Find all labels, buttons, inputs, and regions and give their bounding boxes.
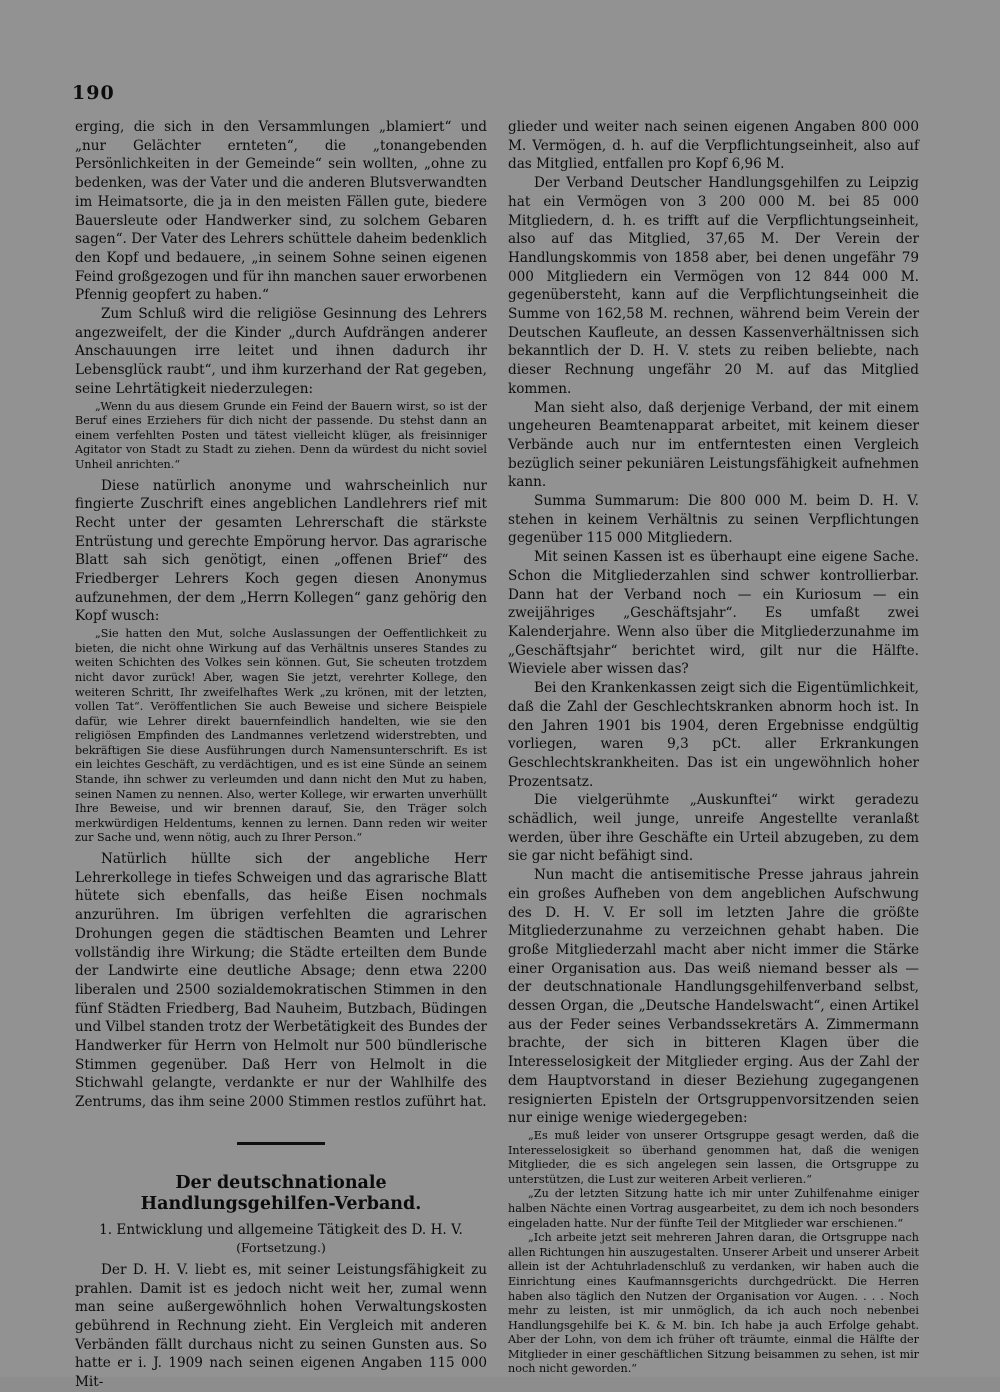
paragraph: Diese natürlich anonyme und wahrscheinlich nur fingierte Zuschrift eines angeblichen Landlehrers rief mit Recht unter der gesamten Lehrerschaft die stärkste Entrüstung und gerechte Empörung hervor. Das agrarische Blatt sah sich genötigt, einen „offenen Brief“ des Friedberger Lehrers Koch gegen diesen Anonymus aufzunehmen, der dem „Herrn Kollegen“ ganz gehörig den Kopf wusch: [75,477,487,625]
paragraph: Bei den Krankenkassen zeigt sich die Eigentümlichkeit, daß die Zahl der Geschlechtskranken abnorm hoch ist. In den Jahren 1901 bis 1904, deren Ergebnisse endgültig vorliegen, waren 9,3 pCt. aller Erkrankungen Geschlechtskrankheiten. Das ist ein ungewöhnlich hoher Prozentsatz. [508,680,919,790]
paragraph: erging, die sich in den Versammlungen „blamiert“ und „nur Gelächter ernteten“, die „tonangebenden Persönlichkeiten in der Gemeinde“ sein wollten, „ohne zu bedenken, was der Vater und die anderen Blutsverwandten im Heimatsorte, die ja in den meisten Fällen gute, biedere Bauersleute oder Handwerker sind, zu solchem Gebaren sagen“. Der Vater des Lehrers schüttele daheim bedenklich den Kopf und bedauere, „in seinem Sohne seinen eigenen Feind großgezogen und für ihn manchen sauer erworbenen Pfennig geopfert zu haben.“ [75,119,487,304]
paragraph: Der D. H. V. liebt es, mit seiner Leistungsfähigkeit zu prahlen. Damit ist es jedoch nicht weit her, zumal wenn man seine außergewöhnlich hohen Verwaltungskosten gebührend in Rechnung zieht. Ein Vergleich mit anderen Verbänden fällt durchaus nicht zu seinen Gunsten aus. So hatte er i. J. 1909 nach seinen eigenen Angaben 115 000 Mit- [75,1261,487,1391]
continuation-note: (Fortsetzung.) [236,1239,326,1255]
section-divider [237,1142,325,1145]
quote-text: „Wenn du aus diesem Grunde ein Feind der Bauern wirst, so ist der Beruf eines Erziehers für dich nicht der passende. Du stehst dann an einem verfehlten Posten und tätest vielleicht klüger, als freisinniger Agitator von Stadt zu Stadt zu ziehen. Denn da würdest du nicht soviel Unheil anrichten.“ [75,399,487,471]
section-heading: Der deutschnationale Handlungsgehilfen-Verband. [140,1172,422,1214]
quote-text: „Es muß leider von unserer Ortsgruppe gesagt werden, daß die Interesselosigkeit so überhand genommen hat, daß die wenigen Mitglieder, die es sich angelegen sein lassen, die Ortsgruppe zu unterstützen, die Lust zur weiteren Arbeit verlieren.“ [508,1128,919,1186]
paragraph: Natürlich hüllte sich der angebliche Herr Lehrerkollege in tiefes Schweigen und das agrarische Blatt hütete sich ebenfalls, das heiße Eisen nochmals anzurühren. Im übrigen verfehlten die agrarischen Drohungen gegen die städtischen Beamten und Lehrer vollständig ihre Wirkung; die Städte erteilten dem Bunde der Landwirte eine deutliche Absage; denn etwa 2200 liberalen und 2500 sozialdemokratischen Stimmen in den fünf Städten Friedberg, Bad Nauheim, Butzbach, Büdingen und Vilbel standen trotz der Werbetätigkeit des Bundes der Handwerker für Herrn von Helmolt nur 500 bündlerische Stimmen gegenüber. Daß Herr von Helmolt in die Stichwahl gelangte, verdankte er nur der Wahlhilfe des Zentrums, das ihm seine 2000 Stimmen restlos zuführt hat. [75,851,487,1111]
paragraph: glieder und weiter nach seinen eigenen Angaben 800 000 M. Vermögen, d. h. auf die Verpflichtungseinheit, also auf das Mitglied, entfallen pro Kopf 6,96 M. [508,119,919,173]
left-column [75,118,487,1392]
quote-text: „Zu der letzten Sitzung hatte ich mir unter Zuhilfenahme einiger halben Nächte einen Vortrag ausgearbeitet, zu dem ich noch besonders eingeladen hatte. Nur der fünfte Teil der Mitglieder war erschienen.“ [508,1187,919,1230]
paragraph: Der Verband Deutscher Handlungsgehilfen zu Leipzig hat ein Vermögen von 3 200 000 M. bei 85 000 Mitgliedern, d. h. es trifft auf die Verpflichtungseinheit, also auf das Mitglied, 37,65 M. Der Verein der Handlungskommis von 1858 aber, bei denen ungefähr 79 000 Mitgliedern ein Vermögen von 12 844 000 M. gegenübersteht, kann auf die Verpflichtungseinheit die Summe von 162,58 M. rechnen, während beim Verein der Deutschen Kaufleute, an dessen Kassenverhältnissen sich bekanntlich der D. H. V. stets zu reiben beliebte, nach dieser Rechnung ungefähr 20 M. auf das Mitglied kommen. [508,175,919,397]
block-quote [75,400,487,473]
block-quote [75,627,487,846]
section-subheading: 1. Entwicklung und allgemeine Tätigkeit des D. H. V. [99,1221,463,1238]
paragraph: Man sieht also, daß derjenige Verband, der mit einem ungeheuren Beamtenapparat arbeitet, mit keinem dieser Verbände auch nur im entferntesten einen Vergleich bezüglich seiner pekuniären Leistungsfähigkeit aufnehmen kann. [508,399,919,491]
paragraph: Die vielgerühmte „Auskunftei“ wirkt geradezu schädlich, weil junge, unreife Angestellte veranlaßt werden, über ihre Geschäfte ein Urteil abzugeben, zu dem sie gar nicht befähigt sind. [508,792,919,865]
paragraph: Nun macht die antisemitische Presse jahraus jahrein ein großes Aufheben von dem angeblichen Aufschwung des D. H. V. Er soll im letzten Jahre die größte Mitgliederzunahme zu verzeichnen gehabt haben. Die große Mitgliederzahl macht aber nicht immer die Stärke einer Organisation aus. Das weiß niemand besser als — der deutschnationale Handlungsgehilfenverband selbst, dessen Organ, die „Deutsche Handelswacht“, einen Artikel aus der Feder seines Verbandssekretärs A. Zimmermann brachte, der sich in bitteren Klagen über die Interesselosigkeit der Mitglieder erging. Aus der Zahl der dem Hauptvorstand in dieser Beziehung zugegangenen resignierten Episteln der Ortsgruppenvorsitzenden seien nur einige wenige wiedergegeben: [508,867,919,1127]
right-column [508,118,919,1381]
paragraph: Summa Summarum: Die 800 000 M. beim D. H. V. stehen in keinem Verhältnis zu seinen Verpflichtungen gegenüber 115 000 Mitgliedern. [508,493,919,547]
paragraph: Zum Schluß wird die religiöse Gesinnung des Lehrers angezweifelt, der die Kinder „durch Aufdrängen anderer Anschauungen irre leitet und ihnen dadurch ihr Lebensglück raubt“, und ihm kurzerhand der Rat gegeben, seine Lehrtätigkeit niederzulegen: [75,306,487,397]
page-number: 190 [72,82,115,104]
paragraph: Mit seinen Kassen ist es überhaupt eine eigene Sache. Schon die Mitgliederzahlen sind schwer kontrollierbar. Dann hat der Verband noch — ein Kuriosum — ein zweijähriges „Geschäftsjahr“. Es umfaßt zwei Kalenderjahre. Wenn also über die Mitgliederzunahme im „Geschäftsjahr“ berichtet wird, gilt nur die Hälfte. Wieviele aber wissen das? [508,549,919,678]
quote-text: „Ich arbeite jetzt seit mehreren Jahren daran, die Ortsgruppe nach allen Richtungen hin auszugestalten. Unserer Arbeit und unserer Arbeit allein ist der Achtuhrladenschluß zu verdanken, wir haben auch die Einrichtung eines Kaufmannsgerichts durchgedrückt. Die Herren haben also täglich den Nutzen der Organisation vor Augen. . . . Noch mehr zu leisten, ist mir unmöglich, da ich auch noch nebenbei Handlungsgehilfe bei K. & M. bin. Ich habe ja auch Erfolge gehabt. Aber der Lohn, von dem ich früher oft träumte, einmal die Hälfte der Mitglieder in einer geschäftlichen Sitzung beisammen zu sehen, ist mir noch nicht geworden.“ [508,1231,919,1376]
block-quote [508,1129,919,1377]
quote-text: „Sie hatten den Mut, solche Auslassungen der Oeffentlichkeit zu bieten, die nicht ohne Wirkung auf das Verhältnis unseres Standes zu weiten Schichten des Volkes sein können. Gut, Sie scheuten trotzdem nicht davor zurück! Aber, wagen Sie jetzt, verehrter Kollege, den weiteren Schritt, Ihr zweifelhaftes Werk „zu krönen, mit der letzten, vollen Tat“. Veröffentlichen Sie auch Beweise und sichere Beispiele dafür, wie Lehrer direkt bauernfeindlich handelten, wie sie den religiösen Empfinden des Landmannes verletzend widerstrebten, und bekräftigen Sie diese Ausführungen durch Namensunterschrift. Es ist ein leichtes Geschäft, zu verdächtigen, und es ist eine Sünde an seinem Stande, ihn schwer zu verleumden und dann nicht den Mut zu haben, seinen Namen zu nennen. Also, werter Kollege, wir erwarten unverhüllt Ihre Beweise, und wir brennen darauf, Sie, den Träger solch merkwürdigen Heldentums, kennen zu lernen. Dann reden wir weiter zur Sache und, wenn nötig, auch zu Ihrer Person.“ [75,627,487,845]
